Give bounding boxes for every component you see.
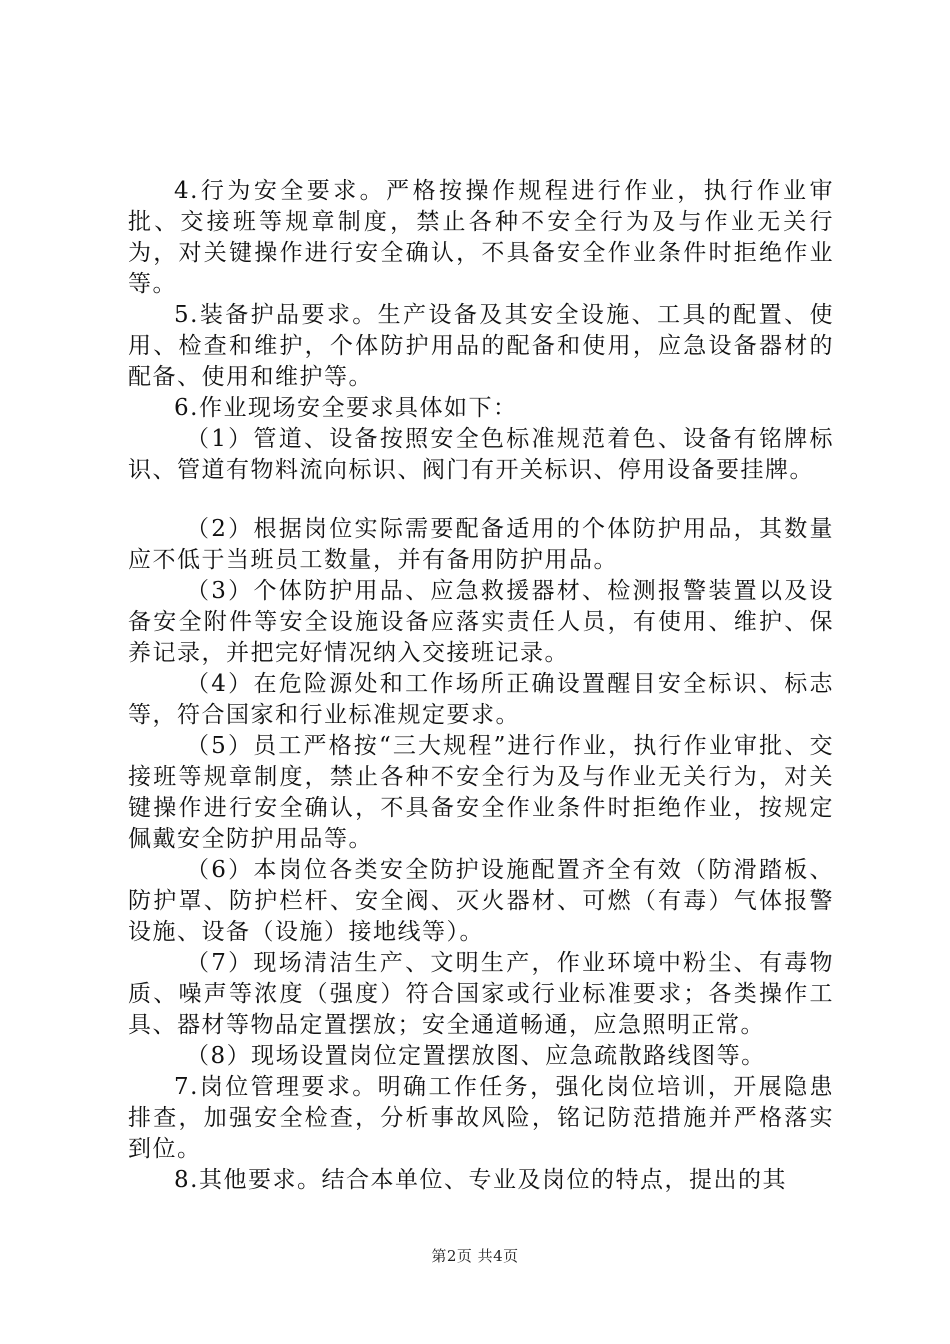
paragraph-behavior-safety: 4.行为安全要求。严格按操作规程进行作业，执行作业审批、交接班等规章制度，禁止各种不安全行为及与作业无关行为，对关键操作进行安全确认，不具备安全作业条件时拒绝作业等。 [128, 178, 834, 297]
paragraph-item-5: （5）员工严格按“三大规程”进行作业，执行作业审批、交接班等规章制度，禁止各种不安全行为及与作业无关行为，对关键操作进行安全确认，不具备安全作业条件时拒绝作业，按规定佩戴安全防护用品等。 [128, 733, 834, 852]
page-number-footer: 第2页 共4页 [431, 1247, 519, 1265]
paragraph-item-2: （2）根据岗位实际需要配备适用的个体防护用品，其数量应不低于当班员工数量，并有备用防护用品。 [128, 516, 834, 573]
document-body [128, 176, 834, 1196]
paragraph-site-safety-intro: 6.作业现场安全要求具体如下： [174, 395, 518, 421]
paragraph-item-1: （1）管道、设备按照安全色标准规范着色、设备有铭牌标识、管道有物料流向标识、阀门有开关标识、停用设备要挂牌。 [128, 426, 834, 483]
paragraph-equipment-protection: 5.装备护品要求。生产设备及其安全设施、工具的配置、使用、检查和维护，个体防护用品的配备和使用，应急设备器材的配备、使用和维护等。 [128, 302, 834, 390]
paragraph-item-7: （7）现场清洁生产、文明生产，作业环境中粉尘、有毒物质、噪声等浓度（强度）符合国家或行业标准要求；各类操作工具、器材等物品定置摆放；安全通道畅通，应急照明正常。 [128, 950, 834, 1038]
paragraph-item-8: （8）现场设置岗位定置摆放图、应急疏散路线图等。 [186, 1043, 766, 1069]
paragraph-other-requirements: 8.其他要求。结合本单位、专业及岗位的特点，提出的其 [174, 1167, 787, 1193]
paragraph-item-6: （6）本岗位各类安全防护设施配置齐全有效（防滑踏板、防护罩、防护栏杆、安全阀、灭火器材、可燃（有毒）气体报警设施、设备（设施）接地线等）。 [128, 857, 834, 945]
paragraph-item-4: （4）在危险源处和工作场所正确设置醒目安全标识、标志等，符合国家和行业标准规定要求。 [128, 671, 834, 728]
paragraph-post-management: 7.岗位管理要求。明确工作任务，强化岗位培训，开展隐患排查，加强安全检查，分析事故风险，铭记防范措施并严格落实到位。 [128, 1074, 834, 1162]
paragraph-item-3: （3）个体防护用品、应急救援器材、检测报警装置以及设备安全附件等安全设施设备应落实责任人员，有使用、维护、保养记录，并把完好情况纳入交接班记录。 [128, 578, 834, 666]
